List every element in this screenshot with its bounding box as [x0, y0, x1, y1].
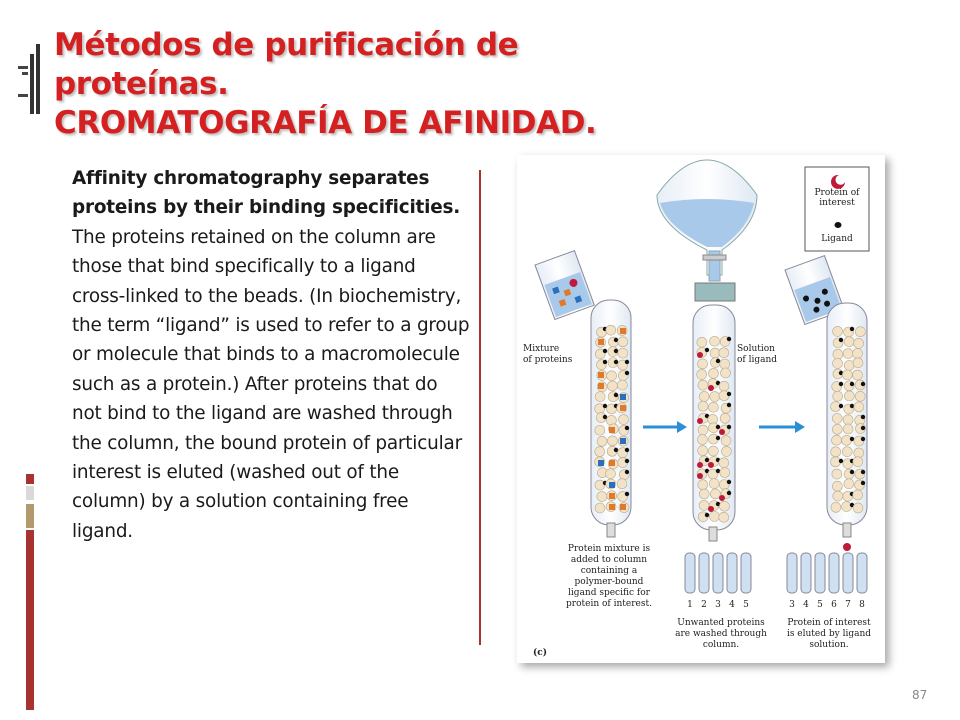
- right-tube: [787, 553, 797, 593]
- bead: [619, 415, 629, 425]
- cap-left-line: Protein mixture is: [567, 544, 651, 554]
- bead: [844, 479, 854, 489]
- bead: [831, 447, 841, 457]
- ligand-dot: [861, 470, 865, 474]
- bead: [697, 370, 707, 380]
- middle-tube: [685, 553, 695, 593]
- bead: [832, 435, 842, 445]
- ligand-dot: [850, 382, 854, 386]
- bead: [719, 501, 729, 511]
- ligand-dot: [839, 338, 843, 342]
- bead: [720, 468, 730, 478]
- bead: [833, 358, 843, 368]
- bead: [831, 502, 841, 512]
- legend-box: [805, 167, 869, 251]
- bead: [854, 448, 864, 458]
- bead: [853, 349, 863, 359]
- column-divider: [479, 170, 481, 645]
- test-tubes-right: [787, 553, 867, 610]
- middle-tube: [713, 553, 723, 593]
- caption-right: [787, 618, 871, 650]
- caption-mid: [675, 618, 767, 650]
- bead: [597, 492, 607, 502]
- bead: [842, 502, 852, 512]
- bead: [595, 503, 605, 513]
- bead: [618, 337, 628, 347]
- bead: [855, 327, 865, 337]
- other-protein: [620, 405, 626, 411]
- bead: [710, 392, 720, 402]
- cap-right-line: is eluted by ligand: [786, 629, 872, 639]
- ligand-dot: [625, 448, 629, 452]
- ligand-dot: [625, 371, 629, 375]
- right-tube: [843, 553, 853, 593]
- legend-protein-line1: Protein of: [814, 188, 860, 198]
- ligand-dot: [861, 437, 865, 441]
- middle-tube-label: 1: [687, 600, 693, 610]
- mixture-label-line1: Mixture: [523, 344, 560, 354]
- mixture-beaker: [535, 251, 594, 320]
- ligand-dot: [839, 382, 843, 386]
- protein-dot: [697, 462, 703, 468]
- ligand-dot: [727, 491, 731, 495]
- body-rest: The proteins retained on the column are those that bind specifically to a ligand cross-linked to the beads. (In biochemistry, the term “ligand” is used to refer to a group or molecule that binds to a macromolecule such as a protein.) After proteins that do not bind to the ligand are washed through the column, the bound protein of particular interest is eluted (washed out of the column) by a solution containing free ligand.: [72, 226, 470, 542]
- protein-dot: [708, 506, 714, 512]
- ligand-dot: [614, 360, 618, 364]
- bead: [697, 337, 707, 347]
- protein-dot: [697, 352, 703, 358]
- page-number: 87: [912, 688, 928, 702]
- funnel: [657, 160, 757, 301]
- right-tube-label: 3: [789, 600, 795, 610]
- bead: [719, 381, 729, 391]
- other-protein: [609, 504, 615, 510]
- bead: [607, 371, 617, 381]
- panel-label: (c): [533, 648, 547, 658]
- bead: [853, 370, 863, 380]
- left-accent-bar: [26, 474, 34, 710]
- bead: [832, 481, 842, 491]
- slide-title: [54, 26, 674, 143]
- legend-ligand: Ligand: [821, 234, 853, 244]
- bead: [833, 326, 843, 336]
- bead: [698, 359, 708, 369]
- bead: [709, 511, 719, 521]
- bead: [698, 480, 708, 490]
- ligand-dot: [625, 360, 629, 364]
- middle-tube-label: 2: [701, 600, 707, 610]
- bead: [597, 436, 607, 446]
- other-protein: [609, 427, 615, 433]
- ligand-dot: [625, 492, 629, 496]
- ligand-dot: [716, 359, 720, 363]
- bead: [843, 349, 853, 359]
- ligand-dot: [727, 337, 731, 341]
- bead: [854, 402, 864, 412]
- middle-tube-label: 3: [715, 600, 721, 610]
- bead: [842, 435, 852, 445]
- cap-mid-line: Unwanted proteins: [677, 618, 765, 628]
- cap-left-line: added to column: [570, 555, 648, 565]
- corner-decoration: [18, 44, 44, 114]
- ligand-dot: [850, 437, 854, 441]
- ligand-dot: [614, 338, 618, 342]
- bead: [853, 358, 863, 368]
- title-line-2: CROMATOGRAFÍA DE AFINIDAD.: [54, 105, 597, 141]
- middle-tube-label: 5: [743, 600, 749, 610]
- ligand-dot: [614, 349, 618, 353]
- other-protein: [609, 460, 615, 466]
- figure-svg: [517, 155, 885, 663]
- ligand-dot: [727, 425, 731, 429]
- other-protein: [609, 493, 615, 499]
- bead: [595, 392, 605, 402]
- bead: [720, 359, 730, 369]
- test-tubes-middle: [685, 553, 751, 610]
- ligand-dot: [614, 393, 618, 397]
- other-protein: [620, 504, 626, 510]
- bead: [618, 348, 628, 358]
- body-bold-lead: Affinity chromatography separates proteins by their binding specificities.: [72, 168, 461, 219]
- ligand-dot: [603, 360, 607, 364]
- bead: [710, 348, 720, 358]
- bead: [606, 469, 616, 479]
- right-tube-label: 4: [803, 600, 809, 610]
- bead: [606, 325, 616, 335]
- protein-dot: [708, 462, 714, 468]
- cap-left-line: protein of interest.: [566, 599, 652, 609]
- legend-protein-line2: interest: [819, 198, 855, 208]
- right-tube-label: 5: [817, 600, 823, 610]
- ligand-dot: [716, 436, 720, 440]
- cap-left-line: containing a: [580, 566, 638, 576]
- ligand-dot: [727, 403, 731, 407]
- cap-left-line: polymer-bound: [574, 577, 644, 587]
- bead: [709, 479, 719, 489]
- other-protein: [598, 372, 604, 378]
- bead: [709, 368, 719, 378]
- bead: [833, 349, 843, 359]
- bead: [854, 338, 864, 348]
- bead: [607, 436, 617, 446]
- bead: [699, 489, 709, 499]
- right-tube-label: 6: [831, 600, 837, 610]
- mixture-label-line2: of proteins: [523, 355, 573, 365]
- bead: [842, 447, 852, 457]
- other-protein: [609, 482, 615, 488]
- right-tube: [829, 553, 839, 593]
- middle-tube-label: 4: [729, 600, 735, 610]
- bead: [719, 348, 729, 358]
- bead: [708, 402, 718, 412]
- right-tube-label: 7: [845, 600, 851, 610]
- bead: [832, 424, 842, 434]
- protein-dot: [697, 418, 703, 424]
- bead: [844, 337, 854, 347]
- middle-tube: [741, 553, 751, 593]
- bead: [844, 391, 854, 401]
- ligand-dot: [727, 392, 731, 396]
- bead: [699, 391, 709, 401]
- middle-tube: [699, 553, 709, 593]
- ligand-dot: [850, 327, 854, 331]
- body-paragraph: [72, 164, 472, 546]
- other-protein: [620, 394, 626, 400]
- ligand-dot: [727, 480, 731, 484]
- right-tube: [857, 553, 867, 593]
- protein-dot: [697, 473, 703, 479]
- other-protein: [620, 328, 626, 334]
- bead: [833, 391, 843, 401]
- ligand-dot: [705, 513, 709, 517]
- bead: [833, 491, 843, 501]
- bead: [832, 469, 842, 479]
- caption-left: [566, 544, 652, 609]
- ligand-dot: [839, 459, 843, 463]
- ligand-dot: [861, 415, 865, 419]
- ligand-dot: [861, 426, 865, 430]
- bead: [617, 380, 627, 390]
- ligand-dot: [625, 459, 629, 463]
- bead: [595, 425, 605, 435]
- bead: [697, 435, 707, 445]
- cap-right-line: Protein of interest: [787, 618, 871, 628]
- bead: [721, 446, 731, 456]
- bead: [853, 490, 863, 500]
- bead: [698, 401, 708, 411]
- bead: [719, 391, 729, 401]
- bead: [855, 391, 865, 401]
- ligand-dot: [705, 458, 709, 462]
- ligand-dot: [850, 470, 854, 474]
- bead: [853, 503, 863, 513]
- ligand-dot: [603, 349, 607, 353]
- right-tube: [801, 553, 811, 593]
- bead: [719, 458, 729, 468]
- protein-dot: [708, 385, 714, 391]
- bead: [853, 457, 863, 467]
- cap-right-line: solution.: [809, 640, 849, 650]
- cap-mid-line: are washed through: [675, 629, 767, 639]
- arrow-2: [759, 421, 805, 433]
- ligand-dot: [705, 348, 709, 352]
- ligand-dot: [839, 404, 843, 408]
- bead: [708, 446, 718, 456]
- protein-dot: [719, 429, 725, 435]
- ligand-dot: [625, 426, 629, 430]
- bead: [698, 425, 708, 435]
- title-line-1: Métodos de purificación de proteínas.: [54, 27, 519, 102]
- cap-left-line: ligand specific for: [568, 588, 650, 598]
- bead: [617, 479, 627, 489]
- ligand-dot: [861, 382, 865, 386]
- bead: [607, 381, 617, 391]
- affinity-chromatography-figure: [517, 155, 885, 663]
- bead: [698, 380, 708, 390]
- bead: [832, 413, 842, 423]
- other-protein: [620, 438, 626, 444]
- other-protein: [598, 460, 604, 466]
- bead: [698, 446, 708, 456]
- bead: [721, 368, 731, 378]
- cap-mid-line: column.: [702, 640, 740, 650]
- ligand-dot: [625, 470, 629, 474]
- bead: [699, 500, 709, 510]
- bead: [719, 512, 729, 522]
- ligand-icon: [835, 222, 842, 228]
- other-protein: [598, 383, 604, 389]
- solution-label-line2: of ligand: [737, 355, 778, 365]
- bead: [842, 370, 852, 380]
- bead: [720, 413, 730, 423]
- bead: [843, 415, 853, 425]
- ligand-dot: [716, 425, 720, 429]
- ligand-dot: [850, 404, 854, 408]
- solution-label-line1: Solution: [737, 344, 775, 354]
- bead: [843, 424, 853, 434]
- bead: [710, 489, 720, 499]
- arrow-1: [643, 421, 687, 433]
- bead: [721, 436, 731, 446]
- ligand-dot: [861, 481, 865, 485]
- right-tube-label: 8: [859, 600, 865, 610]
- bead: [595, 447, 605, 457]
- other-protein: [598, 339, 604, 345]
- bead: [710, 336, 720, 346]
- middle-tube: [727, 553, 737, 593]
- protein-dot: [719, 495, 725, 501]
- right-tube: [815, 553, 825, 593]
